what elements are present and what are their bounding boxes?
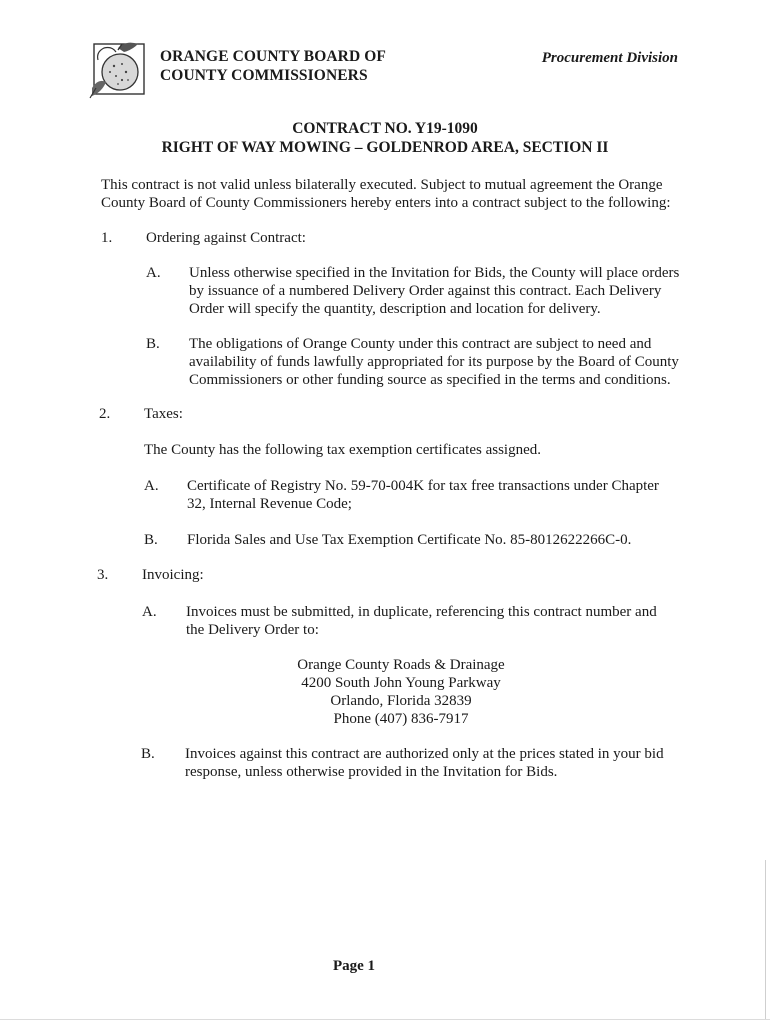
- address-line-3: Orlando, Florida 32839: [330, 693, 472, 709]
- section-1b-line-1: The obligations of Orange County under this contract are subject to need and: [189, 336, 652, 352]
- intro-line-2: County Board of County Commissioners hereby enters into a contract subject to the following:: [101, 195, 671, 211]
- section-2-number: 2.: [99, 406, 111, 422]
- section-2a-letter: A.: [144, 478, 159, 494]
- contract-number: CONTRACT NO. Y19-1090: [292, 120, 478, 137]
- scan-edge-right: [765, 860, 766, 1020]
- section-3a-letter: A.: [142, 604, 157, 620]
- section-2-intro: The County has the following tax exemption certificates assigned.: [144, 442, 541, 458]
- contract-title: RIGHT OF WAY MOWING – GOLDENROD AREA, SECTION II: [161, 139, 609, 156]
- section-1a-line-2: by issuance of a numbered Delivery Order against this contract. Each Delivery: [189, 283, 662, 299]
- address-line-4: Phone (407) 836-7917: [333, 711, 469, 727]
- section-3a-line-2: the Delivery Order to:: [186, 622, 319, 638]
- intro-line-1: This contract is not valid unless bilaterally executed. Subject to mutual agreement the Orange: [101, 177, 663, 193]
- section-1-number: 1.: [101, 230, 113, 246]
- section-2-heading: Taxes:: [144, 406, 183, 422]
- section-2a-line-2: 32, Internal Revenue Code;: [187, 496, 352, 512]
- section-3-number: 3.: [97, 567, 109, 583]
- address-line-2: 4200 South John Young Parkway: [301, 675, 501, 691]
- orange-seal-icon: [88, 38, 148, 100]
- section-3b-line-1: Invoices against this contract are authorized only at the prices stated in your bid: [185, 746, 664, 762]
- section-1-heading: Ordering against Contract:: [146, 230, 306, 246]
- scan-edge-bottom: [0, 1019, 770, 1020]
- section-3b-letter: B.: [141, 746, 155, 762]
- page-number: Page 1: [332, 958, 376, 974]
- section-1a-line-1: Unless otherwise specified in the Invitation for Bids, the County will place orders: [189, 265, 680, 281]
- org-line-2: COUNTY COMMISSIONERS: [160, 67, 368, 84]
- section-2a-line-1: Certificate of Registry No. 59-70-004K for tax free transactions under Chapter: [187, 478, 659, 494]
- section-3-heading: Invoicing:: [142, 567, 204, 583]
- section-1b-letter: B.: [146, 336, 160, 352]
- organization-name: [160, 47, 386, 85]
- section-1a-line-3: Order will specify the quantity, description and location for delivery.: [189, 301, 601, 317]
- section-1b-line-2: availability of funds lawfully appropriated for its purpose by the Board of County: [189, 354, 679, 370]
- section-1b-line-3: Commissioners or other funding source as specified in the terms and conditions.: [189, 372, 671, 388]
- division-label: Procurement Division: [541, 50, 678, 66]
- section-2b-line-1: Florida Sales and Use Tax Exemption Certificate No. 85-8012622266C-0.: [187, 532, 632, 548]
- section-3b-line-2: response, unless otherwise provided in the Invitation for Bids.: [185, 764, 558, 780]
- org-line-1: ORANGE COUNTY BOARD OF: [160, 48, 386, 65]
- section-2b-letter: B.: [144, 532, 158, 548]
- section-3a-line-1: Invoices must be submitted, in duplicate, referencing this contract number and: [186, 604, 657, 620]
- section-1a-letter: A.: [146, 265, 161, 281]
- address-line-1: Orange County Roads & Drainage: [297, 657, 505, 673]
